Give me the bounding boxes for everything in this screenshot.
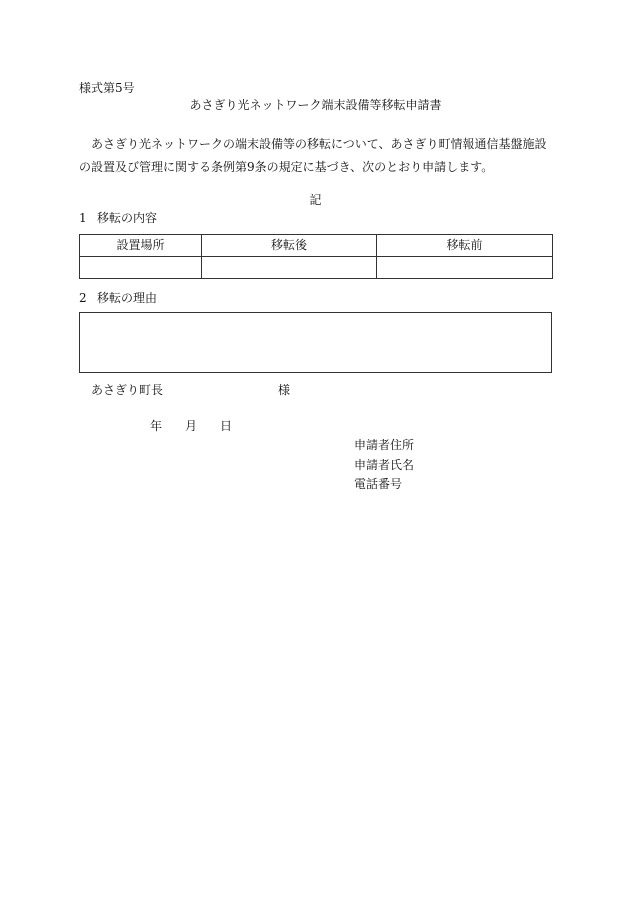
- header-after-transfer: 移転後: [202, 235, 377, 257]
- section-transfer-reason: [79, 291, 157, 305]
- honorific-sama: 様: [278, 383, 291, 397]
- section-transfer-content: [79, 211, 157, 225]
- applicant-address-label: 申請者住所: [354, 438, 415, 452]
- table-row: [80, 257, 553, 279]
- applicant-phone-label: 電話番号: [354, 477, 403, 491]
- date-month: 月: [185, 419, 198, 433]
- ki-heading: 記: [309, 193, 322, 207]
- date-day: 日: [220, 419, 233, 433]
- cell-before-transfer[interactable]: [377, 257, 553, 279]
- table-header-row: [80, 235, 553, 257]
- section-label: 移転の内容: [97, 211, 158, 225]
- transfer-table: [79, 234, 553, 279]
- document-title: あさぎり光ネットワーク端末設備等移転申請書: [189, 98, 442, 112]
- header-location: 設置場所: [80, 235, 202, 257]
- date-year: 年: [150, 419, 163, 433]
- intro-paragraph: あさぎり光ネットワークの端末設備等の移転について、あさぎり町情報通信基盤施設の設置及び管理に関する条例第9条の規定に基づき、次のとおり申請します。: [79, 137, 547, 174]
- applicant-name-label: 申請者氏名: [354, 458, 415, 472]
- addressee: あさぎり町長: [91, 383, 164, 397]
- cell-location[interactable]: [80, 257, 202, 279]
- form-number: 様式第5号: [79, 81, 135, 95]
- section-number: 1: [79, 211, 87, 225]
- section-number: 2: [79, 291, 87, 305]
- reason-box[interactable]: [79, 312, 552, 373]
- header-before-transfer: 移転前: [377, 235, 553, 257]
- section-label: 移転の理由: [97, 291, 158, 305]
- cell-after-transfer[interactable]: [202, 257, 377, 279]
